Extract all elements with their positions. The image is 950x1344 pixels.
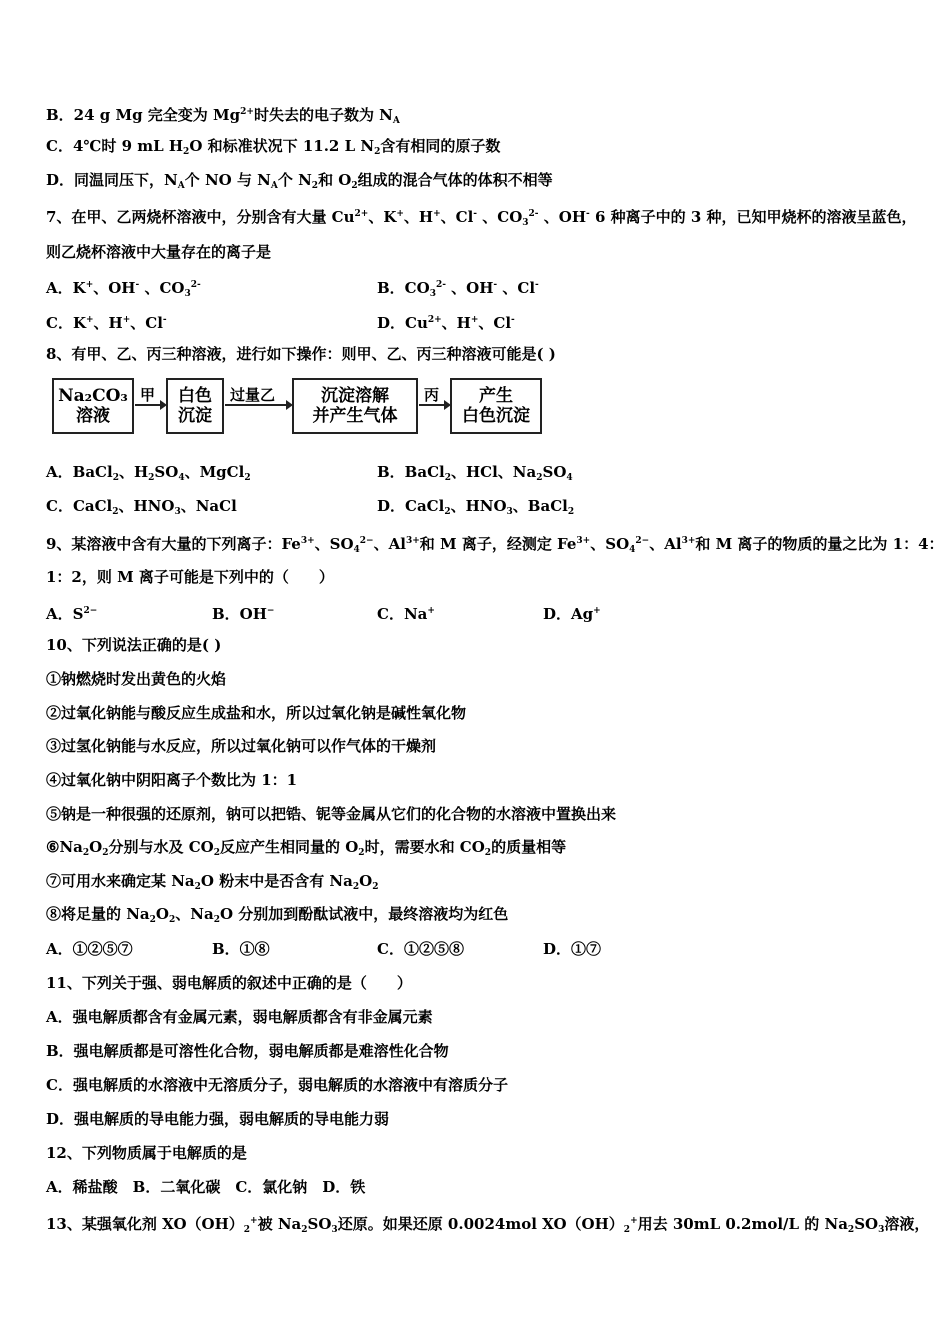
text-segment: 2+: [240, 107, 254, 117]
text-line-q7-c: [46, 310, 167, 333]
text-segment: D．①⑦: [543, 940, 602, 958]
text-segment: 、Cl: [478, 314, 512, 332]
text-segment: O 粉末中是否含有 Na: [200, 872, 353, 890]
text-line-q11-stem: [46, 973, 412, 993]
text-segment: 、SO: [590, 535, 630, 553]
text-segment: 2: [847, 1225, 855, 1235]
text-segment: 则乙烧杯溶液中大量存在的离子是: [46, 243, 272, 261]
text-segment: 2: [243, 1225, 251, 1235]
text-segment: 3+: [300, 536, 315, 546]
text-segment: 2: [358, 848, 365, 858]
text-segment: A．S: [46, 605, 84, 623]
text-segment: SO: [307, 1215, 332, 1233]
text-segment: 2-: [190, 280, 201, 290]
text-line-q11-c: [46, 1075, 508, 1095]
text-segment: -: [511, 315, 515, 325]
text-segment: 2: [374, 147, 381, 157]
text-segment: 2: [213, 848, 220, 858]
text-segment: 6 种离子中的 3 种，已知甲烧杯的溶液呈蓝色，: [589, 208, 917, 226]
text-segment: C．CaCl: [46, 497, 113, 515]
text-segment: B．CO: [377, 279, 430, 297]
text-segment: A．稀盐酸 B．二氧化碳 C．氯化钠 D．铁: [46, 1178, 366, 1196]
text-segment: 8、有甲、乙、丙三种溶液，进行如下操作：则甲、乙、丙三种溶液可能是( ): [46, 345, 556, 363]
text-segment: 、SO: [314, 535, 354, 553]
text-segment: 组成的混合气体的体积不相等: [357, 171, 553, 189]
box-white-precipitate-result: 产生 白色沉淀: [450, 378, 542, 434]
text-segment: A．强电解质都含有金属元素，弱电解质都含有非金属元素: [46, 1008, 433, 1026]
text-segment: 、CO: [477, 208, 523, 226]
text-line-q10-2: [46, 703, 466, 723]
text-segment: 、H: [118, 463, 149, 481]
box-dissolve-gas: 沉淀溶解 并产生气体: [292, 378, 418, 434]
text-segment: 3: [331, 1225, 338, 1235]
text-segment: 4: [566, 473, 573, 483]
text-line-q12-opts: [46, 1177, 365, 1197]
text-line-q7-b: [377, 275, 539, 304]
text-segment: 2: [169, 915, 176, 925]
text-segment: 4: [353, 545, 360, 555]
text-segment: 和 O: [318, 171, 352, 189]
text-segment: 时，需要水和 CO: [364, 838, 485, 856]
text-line-q13-stem: [46, 1211, 929, 1240]
text-line-q9-stem: [46, 531, 944, 560]
text-segment: C．①②⑤⑧: [377, 940, 464, 958]
text-segment: ⑦可用水来确定某 Na: [46, 872, 195, 890]
text-line-q6-c: [46, 136, 500, 162]
text-line-q8-d: [377, 496, 574, 522]
text-line-q7-stem: [46, 204, 917, 233]
text-segment: 3: [878, 1225, 885, 1235]
text-segment: 4: [178, 473, 185, 483]
text-segment: 、HNO: [450, 497, 507, 515]
text-segment: -: [535, 280, 539, 290]
text-segment: 2+: [427, 315, 442, 325]
text-segment: 11、下列关于强、弱电解质的叙述中正确的是（ ）: [46, 974, 412, 992]
text-segment: 和 M 离子的物质的量之比为 1：4：: [695, 535, 944, 553]
text-line-q10-7: [46, 871, 378, 897]
text-line-q10-3: [46, 736, 436, 756]
text-segment: ③过氢化钠能与水反应，所以过氧化钠可以作气体的干燥剂: [46, 737, 437, 755]
text-segment: 9、某溶液中含有大量的下列离子：Fe: [46, 535, 301, 553]
text-segment: 7、在甲、乙两烧杯溶液中，分别含有大量 Cu: [46, 208, 355, 226]
text-segment: 、OH: [445, 279, 494, 297]
text-line-q7-stem2: [46, 242, 271, 262]
text-segment: B．BaCl: [377, 463, 445, 481]
text-segment: 2: [112, 507, 119, 517]
text-line-q12-stem: [46, 1143, 247, 1163]
text-line-q10-6: [46, 837, 566, 863]
text-segment: 分别与水及 CO: [108, 838, 214, 856]
text-line-q8-b: [377, 462, 573, 488]
text-segment: C．Na: [377, 605, 428, 623]
text-segment: 用去 30mL 0.2mol/L 的 Na: [637, 1215, 848, 1233]
text-segment: 、BaCl: [512, 497, 568, 515]
text-segment: 2: [444, 473, 451, 483]
text-line-q8-c: [46, 496, 237, 522]
text-segment: 还原。如果还原 0.0024mol XO（OH）: [337, 1215, 624, 1233]
text-segment: 2: [352, 882, 360, 892]
text-segment: +: [85, 315, 94, 325]
text-segment: 12、下列物质属于电解质的是: [46, 1144, 247, 1162]
text-segment: 、H: [93, 314, 123, 332]
text-segment: ⑥Na: [46, 838, 83, 856]
text-segment: +: [85, 280, 94, 290]
arrow-label-bing: 丙: [424, 386, 440, 404]
text-segment: 、Cl: [440, 208, 474, 226]
arrow-label-yi: 过量乙: [230, 386, 276, 404]
text-segment: 2: [567, 507, 575, 517]
text-segment: 、OH: [93, 279, 136, 297]
text-line-q9-c: [377, 601, 435, 624]
text-segment: 、H: [403, 208, 434, 226]
text-segment: 2+: [354, 209, 369, 219]
text-segment: 3: [522, 218, 529, 228]
text-segment: 2: [102, 848, 109, 858]
text-line-q9-a: [46, 601, 97, 624]
text-segment: O: [155, 905, 169, 923]
text-segment: 2: [311, 181, 319, 191]
text-segment: -: [493, 280, 498, 290]
text-segment: SO: [542, 463, 567, 481]
text-segment: 3: [506, 507, 513, 517]
text-segment: D．CaCl: [377, 497, 445, 515]
text-segment: +: [433, 209, 441, 219]
text-segment: 2−: [635, 536, 650, 546]
text-segment: 2: [351, 181, 358, 191]
text-segment: 、HNO: [118, 497, 175, 515]
text-line-q10-c: [377, 939, 464, 959]
text-segment: O: [89, 838, 103, 856]
text-segment: 3: [184, 289, 191, 299]
text-line-q6-b: [46, 102, 400, 131]
text-segment: 2: [444, 507, 451, 517]
text-segment: 和 M 离子，经测定 Fe: [419, 535, 577, 553]
text-segment: 溶液，: [884, 1215, 930, 1233]
text-segment: 2-: [435, 280, 446, 290]
text-segment: 个 N: [277, 171, 312, 189]
text-segment: 个 NO 与 N: [184, 171, 271, 189]
text-line-q6-d: [46, 170, 553, 196]
text-line-q11-b: [46, 1041, 449, 1061]
text-segment: 2: [183, 147, 190, 157]
text-segment: O 分别加到酚酞试液中，最终溶液均为红色: [219, 905, 509, 923]
text-segment: A．①②⑤⑦: [46, 940, 133, 958]
text-segment: 3+: [576, 536, 591, 546]
arrow-label-jia: 甲: [140, 386, 156, 404]
text-segment: +: [630, 1216, 638, 1226]
text-segment: 2: [244, 473, 251, 483]
text-segment: C．4℃时 9 mL H: [46, 137, 184, 155]
text-segment: C．K: [46, 314, 86, 332]
text-line-q10-stem: [46, 635, 221, 655]
text-segment: −: [266, 606, 275, 616]
text-segment: 3: [174, 507, 181, 517]
text-segment: 、OH: [538, 208, 587, 226]
text-segment: 、H: [441, 314, 471, 332]
text-line-q7-a: [46, 275, 201, 304]
text-segment: 2: [301, 1225, 308, 1235]
text-segment: 、HCl、Na: [450, 463, 537, 481]
text-line-q8-stem: [46, 344, 556, 364]
text-segment: ②过氧化钠能与酸反应生成盐和水，所以过氧化钠是碱性氧化物: [46, 704, 467, 722]
box-white-precipitate: 白色 沉淀: [166, 378, 224, 434]
text-segment: A: [392, 116, 400, 126]
text-segment: 2: [372, 882, 379, 892]
text-segment: -: [473, 209, 478, 219]
text-line-q10-8: [46, 904, 508, 930]
text-line-q10-d: [543, 939, 601, 959]
text-segment: 2: [623, 1225, 631, 1235]
text-line-q9-stem2: [46, 567, 334, 587]
text-segment: B．强电解质都是可溶性化合物，弱电解质都是难溶性化合物: [46, 1042, 449, 1060]
text-segment: D．同温同压下，N: [46, 171, 178, 189]
text-segment: 2: [484, 848, 492, 858]
text-segment: B．OH: [212, 605, 267, 623]
text-segment: C．强电解质的水溶液中无溶质分子，弱电解质的水溶液中有溶质分子: [46, 1076, 508, 1094]
text-segment: 2−: [83, 606, 98, 616]
text-segment: +: [593, 606, 601, 616]
text-line-q9-b: [212, 601, 274, 624]
text-line-q11-d: [46, 1109, 389, 1129]
text-segment: 、CO: [139, 279, 185, 297]
text-segment: ①钠燃烧时发出黄色的火焰: [46, 670, 227, 688]
text-segment: 、MgCl: [184, 463, 245, 481]
flow-diagram: [52, 378, 542, 436]
text-segment: 、NaCl: [180, 497, 237, 515]
text-segment: 2−: [359, 536, 374, 546]
text-segment: ⑤钠是一种很强的还原剂，钠可以把锆、铌等金属从它们的化合物的水溶液中置换出来: [46, 805, 617, 823]
text-segment: 3: [429, 289, 436, 299]
text-segment: 、K: [368, 208, 397, 226]
text-segment: 4: [629, 545, 636, 555]
text-segment: 3+: [405, 536, 420, 546]
text-segment: D．Ag: [543, 605, 594, 623]
text-segment: 、Al: [373, 535, 406, 553]
text-segment: 1：2，则 M 离子可能是下列中的（ ）: [46, 568, 334, 586]
text-segment: +: [250, 1216, 258, 1226]
text-segment: 被 Na: [257, 1215, 302, 1233]
text-segment: 10、下列说法正确的是( ): [46, 636, 222, 654]
text-segment: A．K: [46, 279, 86, 297]
text-segment: SO: [154, 463, 179, 481]
text-segment: 2: [149, 915, 156, 925]
text-segment: 时失去的电子数为 N: [253, 106, 393, 124]
text-segment: 2: [82, 848, 90, 858]
text-segment: 、Cl: [497, 279, 536, 297]
text-segment: -: [135, 280, 140, 290]
text-line-q8-a: [46, 462, 251, 488]
text-line-q10-1: [46, 669, 226, 689]
text-segment: +: [396, 209, 404, 219]
text-segment: 含有相同的原子数: [380, 137, 501, 155]
text-segment: ④过氧化钠中阴阳离子个数比为 1：1: [46, 771, 298, 789]
text-segment: A: [270, 181, 278, 191]
text-segment: -: [586, 209, 590, 219]
text-segment: A: [177, 181, 185, 191]
text-segment: D．强电解质的导电能力强，弱电解质的导电能力弱: [46, 1110, 390, 1128]
text-segment: B．①⑧: [212, 940, 270, 958]
text-segment: -: [162, 315, 167, 325]
text-segment: O 和标准状况下 11.2 L N: [189, 137, 375, 155]
text-segment: 2: [536, 473, 543, 483]
text-segment: 2: [148, 473, 155, 483]
text-line-q10-b: [212, 939, 270, 959]
text-segment: 13、某强氧化剂 XO（OH）: [46, 1215, 244, 1233]
box-na2co3-solution: Na₂CO₃ 溶液: [52, 378, 134, 434]
text-line-q10-a: [46, 939, 133, 959]
text-segment: SO: [854, 1215, 879, 1233]
text-line-q11-a: [46, 1007, 433, 1027]
text-segment: A．BaCl: [46, 463, 113, 481]
text-line-q9-d: [543, 601, 601, 624]
text-segment: +: [122, 315, 131, 325]
text-segment: 的质量相等: [491, 838, 567, 856]
text-segment: 2-: [528, 209, 539, 219]
text-line-q7-d: [377, 310, 515, 333]
text-segment: 、Cl: [130, 314, 163, 332]
text-segment: +: [470, 315, 479, 325]
text-segment: 2: [112, 473, 119, 483]
text-segment: D．Cu: [377, 314, 428, 332]
text-line-q10-4: [46, 770, 297, 790]
text-segment: 、Na: [175, 905, 214, 923]
text-segment: 2: [213, 915, 220, 925]
text-segment: 反应产生相同量的 O: [220, 838, 359, 856]
text-line-q10-5: [46, 804, 616, 824]
text-segment: ⑧将足量的 Na: [46, 905, 150, 923]
text-segment: +: [427, 606, 435, 616]
text-segment: B．24 g Mg 完全变为 Mg: [46, 106, 241, 124]
text-segment: 、Al: [649, 535, 682, 553]
text-segment: O: [359, 872, 373, 890]
text-segment: 2: [194, 882, 201, 892]
text-segment: 3+: [681, 536, 696, 546]
